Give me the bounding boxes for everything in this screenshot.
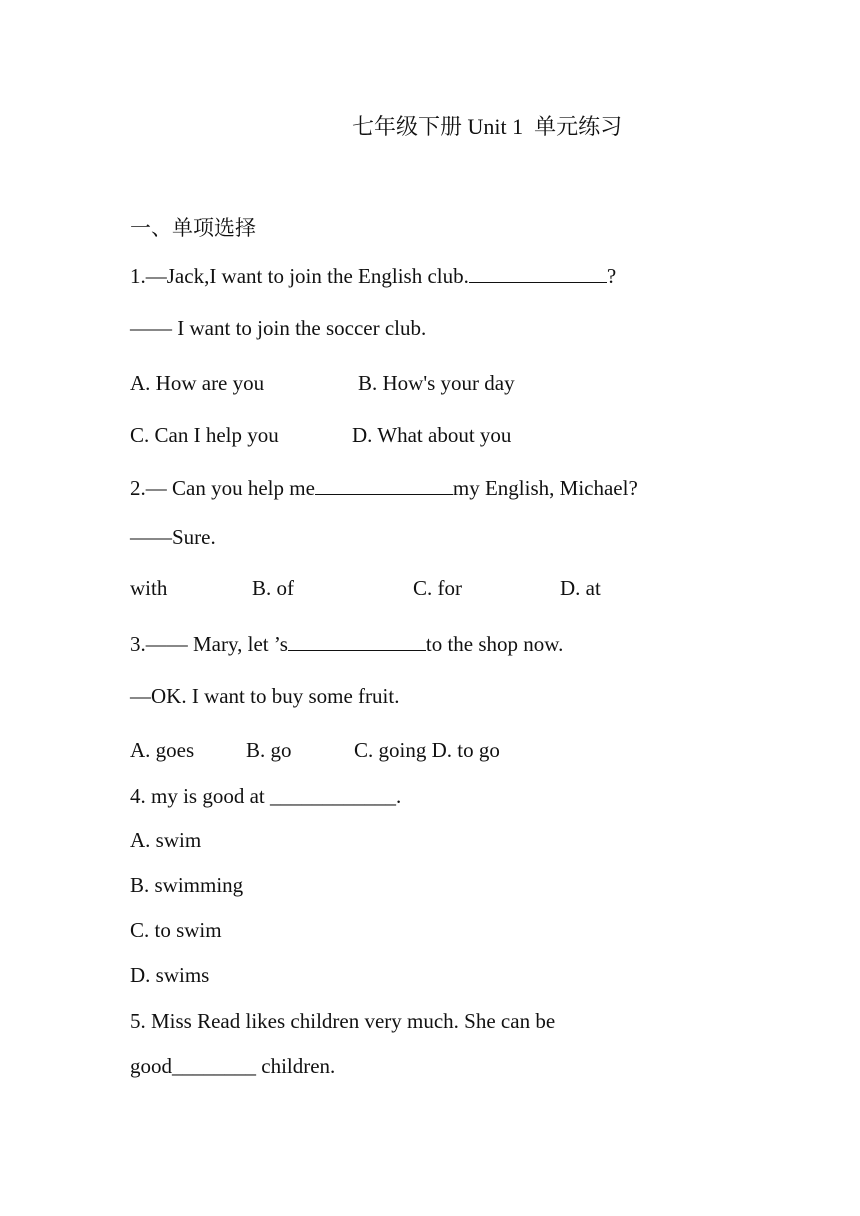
answer-blank xyxy=(288,632,426,651)
question-3-stem-before: 3.—— Mary, let ’s xyxy=(130,632,288,656)
question-2-option-a: with xyxy=(130,576,168,600)
question-1-option-a: A. How are you xyxy=(130,371,265,395)
question-1-stem-after: ? xyxy=(606,264,617,288)
question-3-reply: —OK. I want to buy some fruit. xyxy=(130,684,400,708)
question-3-option-b: B. go xyxy=(246,738,292,762)
question-4-stem: 4. my is good at ____________. xyxy=(130,784,402,808)
answer-blank xyxy=(469,264,607,283)
question-3-option-cd: C. going D. to go xyxy=(354,738,500,762)
question-3-stem xyxy=(130,632,563,655)
question-5-stem-line2: good________ children. xyxy=(130,1054,336,1078)
answer-blank xyxy=(315,476,453,495)
question-2-stem xyxy=(130,476,638,499)
question-2-option-c: C. for xyxy=(413,576,462,600)
question-4-option-b: B. swimming xyxy=(130,873,244,897)
question-1-reply: —— I want to join the soccer club. xyxy=(130,316,427,340)
section-heading: 一、单项选择 xyxy=(130,216,256,240)
question-1-option-c: C. Can I help you xyxy=(130,423,279,447)
question-3-option-a: A. goes xyxy=(130,738,195,762)
question-2-stem-after: my English, Michael? xyxy=(452,476,638,500)
question-2-reply: ——Sure. xyxy=(130,525,216,549)
question-1-option-d: D. What about you xyxy=(352,423,512,447)
question-1-stem xyxy=(130,264,616,287)
question-4-option-d: D. swims xyxy=(130,963,210,987)
question-2-stem-before: 2.— Can you help me xyxy=(130,476,315,500)
question-2-option-b: B. of xyxy=(252,576,294,600)
question-4-option-a: A. swim xyxy=(130,828,202,852)
question-3-stem-after: to the shop now. xyxy=(425,632,564,656)
question-2-option-d: D. at xyxy=(560,576,601,600)
question-1-option-b: B. How's your day xyxy=(358,371,515,395)
question-5-stem-line1: 5. Miss Read likes children very much. She can be xyxy=(130,1009,556,1033)
question-1-stem-before: 1.—Jack,I want to join the English club. xyxy=(130,264,469,288)
question-4-option-c: C. to swim xyxy=(130,918,222,942)
page-title: 七年级下册 Unit 1 单元练习 xyxy=(352,114,623,139)
